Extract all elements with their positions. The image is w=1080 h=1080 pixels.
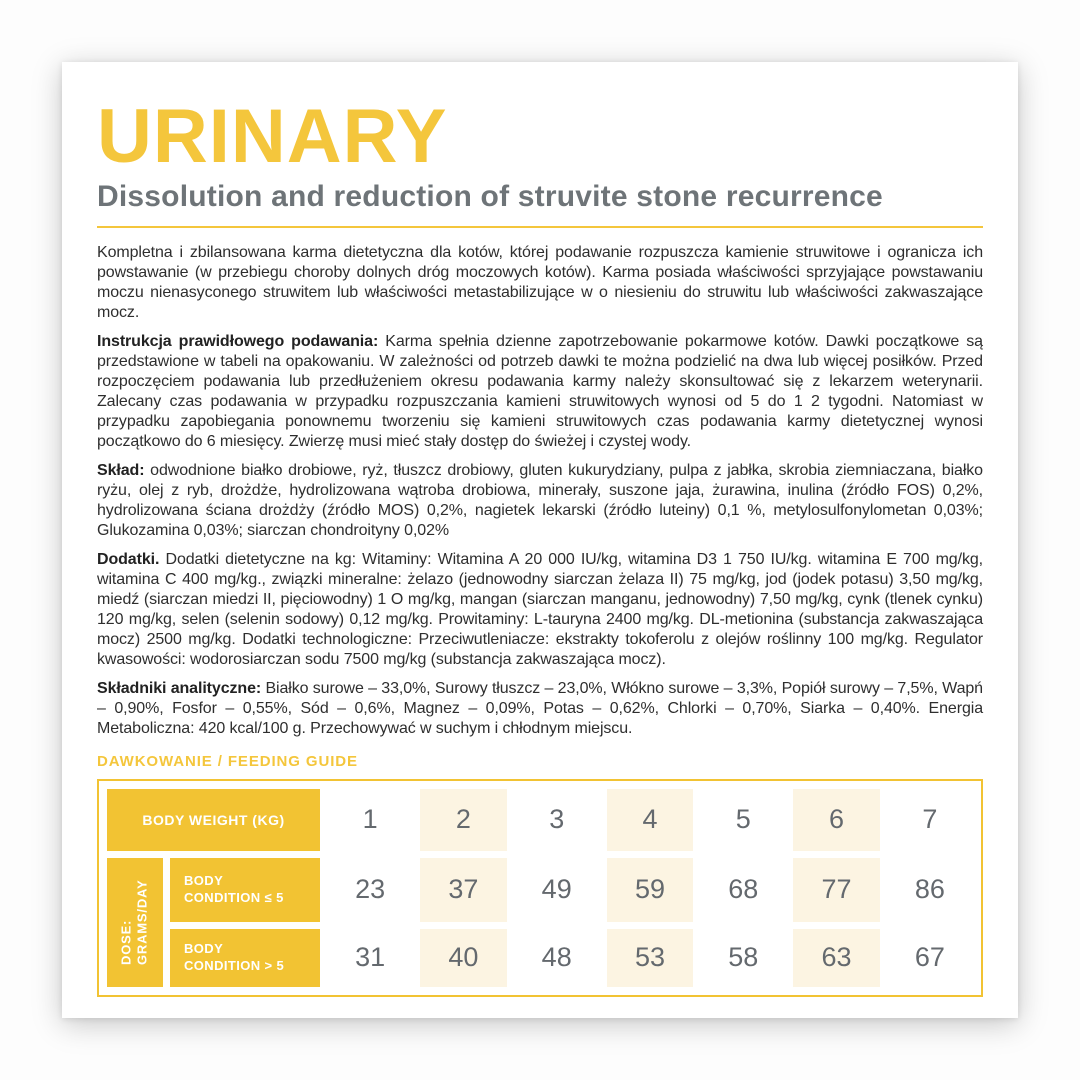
paragraph-text: Białko surowe – 33,0%, Surowy tłuszcz – 23,0%, Włókno surowe – 3,3%, Popiół surowy – 7,5%, Wapń – 0,90%, Fosfor – 0,55%, Sód – 0,6%, Magnez – 0,09%, Potas – 0,62%, Chlorki – 0,70%, Siarka – 0,40%. Energia Metaboliczna: 420 kcal/100 g. Przechowywać w suchym i chłodnym miejscu. xyxy=(97,679,983,737)
weight-header-4: 4 xyxy=(607,789,693,851)
row-label-body-condition-gt-5: BODY CONDITION > 5 xyxy=(170,929,320,987)
paragraph-lead: Dodatki. xyxy=(97,550,160,568)
paragraph-lead: Skład: xyxy=(97,461,145,479)
body-weight-header-cell: BODY WEIGHT (KG) xyxy=(107,789,320,851)
paragraph-text: Kompletna i zbilansowana karma dietetyczna dla kotów, której podawanie rozpuszcza kamienie struwitowe i ogranicza ich powstawanie (w przebiegu choroby dolnych dróg moczowych kotów). Karma posiada właściwości sprzyjające powstawaniu moczu nienasyconego struwitem lub właściwości metastabilizujące w o niesieniu do struwitu lub właściwości zakwaszające mocz. xyxy=(97,243,983,321)
weight-header-3: 3 xyxy=(549,804,565,835)
dose-value: 68 xyxy=(728,874,759,905)
dose-value: 48 xyxy=(541,942,572,973)
paragraph-text: Dodatki dietetyczne na kg: Witaminy: Witamina A 20 000 IU/kg, witamina D3 1 750 IU/kg. witamina E 700 mg/kg, witamina C 400 mg/kg., związki mineralne: żelazo (jednowodny siarczan żelaza II) 75 mg/kg, jod (jodek potasu) 3,50 mg/kg, miedź (siarczan miedzi II, pięciowodny) 1 O mg/kg, mangan (siarczan manganu, jednowodny) 7,50 mg/kg, cynk (tlenek cynku) 120 mg/kg, selen (selenin sodowy) 0,12 mg/kg. Prowitaminy: L-tauryna 2400 mg/kg. DL-metionina (substancja zakwaszająca mocz) 2500 mg/kg. Dodatki technologiczne: Przeciwutleniacze: ekstrakty tokoferolu z olejów roślinny 100 mg/kg. Regulator kwasowości: wodorosiarczan sodu 7500 mg/kg (substancja zakwaszająca mocz). xyxy=(97,550,983,668)
weight-header-7: 7 xyxy=(922,804,938,835)
page-subtitle: Dissolution and reduction of struvite stone recurrence xyxy=(97,179,883,213)
paragraph-text: odwodnione białko drobiowe, ryż, tłuszcz drobiowy, gluten kukurydziany, pulpa z jabłka, skrobia ziemniaczana, białko ryżu, olej z ryb, drożdże, hydrolizowana wątroba drobiowa, minerały, suszone jaja, żurawina, inulina (źródło FOS) 0,2%, hydrolizowana ściana drożdży (źródło MOS) 0,2%, nagietek lekarski (źródło luteiny) 0,1 %, metylosulfonylometan 0,03%; Glukozamina 0,03%; siarczan chondroityny 0,02% xyxy=(97,461,983,539)
dose-value: 37 xyxy=(420,858,506,922)
paragraph-lead: Składniki analityczne: xyxy=(97,679,262,697)
weight-header-5: 5 xyxy=(735,804,751,835)
dose-value: 23 xyxy=(355,874,386,905)
product-label-card xyxy=(62,62,1018,1018)
dose-grams-day-text: DOSE: GRAMS/DAY xyxy=(118,879,150,965)
weight-header-1: 1 xyxy=(362,804,378,835)
paragraph-description xyxy=(97,243,983,323)
weight-header-2: 2 xyxy=(420,789,506,851)
dose-value: 63 xyxy=(793,929,879,987)
paragraph-analytical-constituents xyxy=(97,679,983,739)
dose-value: 49 xyxy=(541,874,572,905)
description-section xyxy=(97,243,983,739)
dose-value: 58 xyxy=(728,942,759,973)
paragraph-text: Karma spełnia dzienne zapotrzebowanie pokarmowe kotów. Dawki początkowe są przedstawione w tabeli na opakowaniu. W zależności od potrzeb dawki te można podzielić na dwa lub więcej posiłków. Przed rozpoczęciem podawania lub przedłużeniem okresu podawania karmy należy skonsultować się z lekarzem weterynarii. Zalecany czas podawania w przypadku rozpuszczania kamieni struwitowych wynosi od 5 do 1 2 tygodni. Natomiast w przypadku zapobiegania ponownemu tworzeniu się kamieni struwitowych czas podawania karmy dietetycznej wynosi początkowo do 6 miesięcy. Zwierzę musi mieć stały dostęp do świeżej i czystej wody. xyxy=(97,332,983,450)
row-label-body-condition-lte-5: BODY CONDITION ≤ 5 xyxy=(170,858,320,922)
paragraph-composition xyxy=(97,461,983,541)
paragraph-lead: Instrukcja prawidłowego podawania: xyxy=(97,332,379,350)
dose-value: 77 xyxy=(793,858,879,922)
dose-value: 86 xyxy=(914,874,945,905)
page-title: URINARY xyxy=(97,94,448,179)
dose-value: 59 xyxy=(607,858,693,922)
feeding-guide-heading: DAWKOWANIE / FEEDING GUIDE xyxy=(97,752,358,770)
dose-value: 53 xyxy=(607,929,693,987)
dose-grams-day-label xyxy=(107,858,163,987)
weight-header-6: 6 xyxy=(793,789,879,851)
feeding-guide-table xyxy=(97,779,983,997)
header-divider xyxy=(97,226,983,228)
paragraph-additives xyxy=(97,550,983,670)
dose-value: 31 xyxy=(355,942,386,973)
paragraph-feeding-instructions xyxy=(97,332,983,452)
dose-value: 40 xyxy=(420,929,506,987)
dose-value: 67 xyxy=(914,942,945,973)
